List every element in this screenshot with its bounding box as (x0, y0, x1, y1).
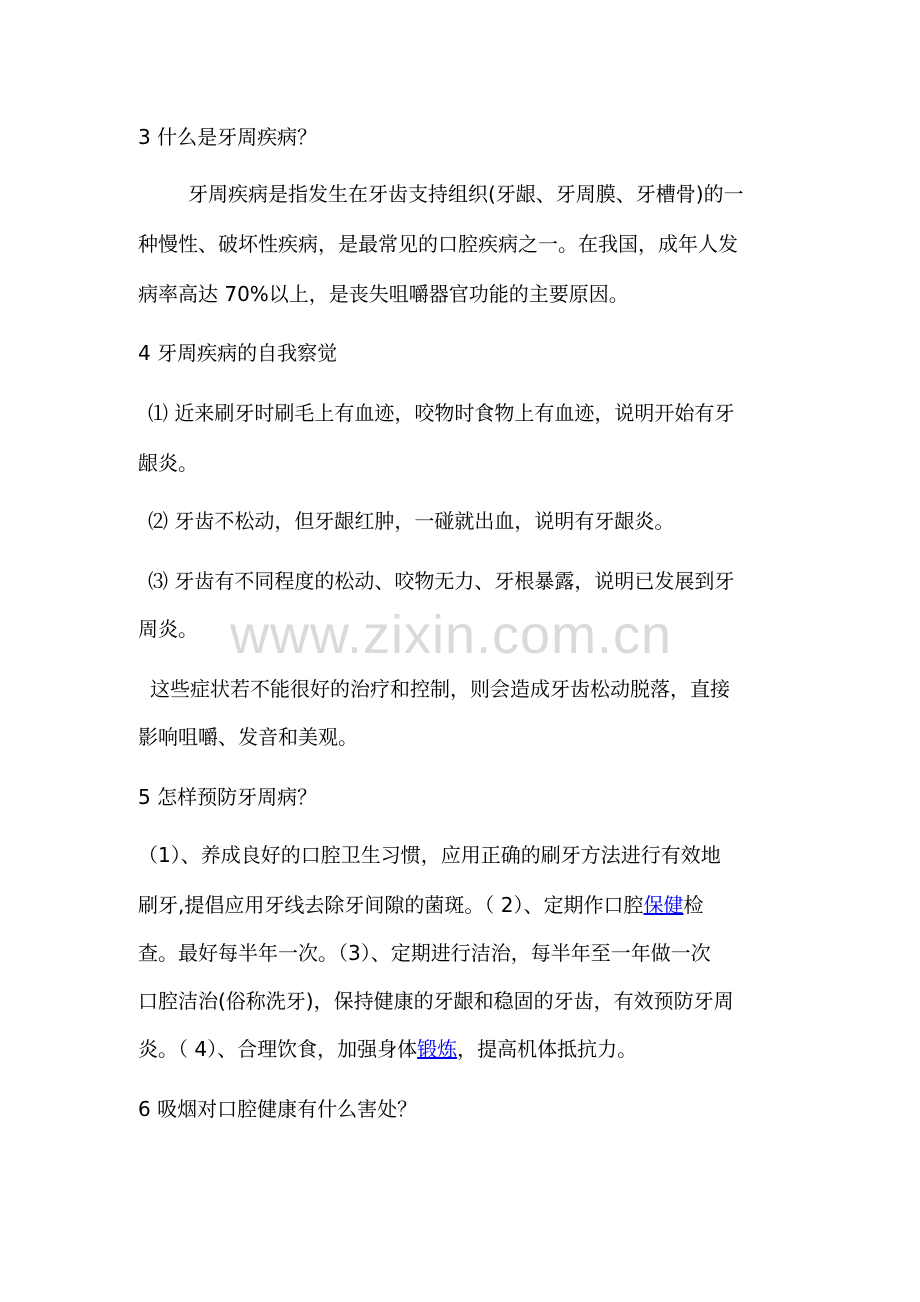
item-1-line-2: 龈炎。 (138, 451, 198, 475)
heading-3: 3 什么是牙周疾病？ (138, 125, 318, 149)
para-5-line-1: （1）、养成良好的口腔卫生习惯，应用正确的刷牙方法进行有效地 (138, 843, 721, 867)
para-5-line-5-tail: ，提高机体抵抗力。 (457, 1037, 638, 1061)
para-4-line-1: 这些症状若不能很好的治疗和控制，则会造成牙齿松动脱落，直接 (150, 677, 730, 701)
para-5-line-5 (138, 1034, 798, 1064)
para-3-line-2: 种慢性、破坏性疾病，是最常见的口腔疾病之一。在我国，成年人发 (138, 232, 738, 256)
para-4-line-2: 影响咀嚼、发音和美观。 (138, 725, 358, 749)
para-5-line-2-tail: 检 (683, 893, 704, 917)
para-5-line-3: 查。最好每半年一次。（3）、定期进行洁治，每半年至一年做一次 (138, 941, 711, 965)
para-5-line-2 (138, 890, 798, 920)
para-5-line-5-text: 炎。（ 4）、合理饮食，加强身体 (138, 1037, 418, 1061)
para-5-line-4: 口腔洁治(俗称洗牙)，保持健康的牙龈和稳固的牙齿，有效预防牙周 (138, 989, 734, 1013)
link-baojian[interactable]: 保健 (643, 893, 684, 917)
para-3-line-3: 病率高达 70%以上，是丧失咀嚼器官功能的主要原因。 (138, 282, 629, 306)
item-3-line-2: 周炎。 (138, 617, 198, 641)
para-3-line-1: 牙周疾病是指发生在牙齿支持组织(牙龈、牙周膜、牙槽骨)的一 (188, 182, 744, 206)
item-1-line-1: ⑴ 近来刷牙时刷毛上有血迹，咬物时食物上有血迹，说明开始有牙 (148, 401, 735, 425)
para-5-line-2-text: 刷牙,提倡应用牙线去除牙间隙的菌斑。（ 2）、定期作口腔 (138, 893, 644, 917)
heading-6: 6 吸烟对口腔健康有什么害处？ (138, 1097, 418, 1121)
watermark: www.zixin.com.cn (230, 605, 673, 665)
item-3-line-1: ⑶ 牙齿有不同程度的松动、咬物无力、牙根暴露，说明已发展到牙 (148, 569, 735, 593)
heading-5: 5 怎样预防牙周病？ (138, 785, 318, 809)
item-2: ⑵ 牙齿不松动，但牙龈红肿，一碰就出血，说明有牙龈炎。 (148, 509, 675, 533)
link-duanlian[interactable]: 锻炼 (417, 1037, 458, 1061)
heading-4: 4 牙周疾病的自我察觉 (138, 341, 338, 365)
